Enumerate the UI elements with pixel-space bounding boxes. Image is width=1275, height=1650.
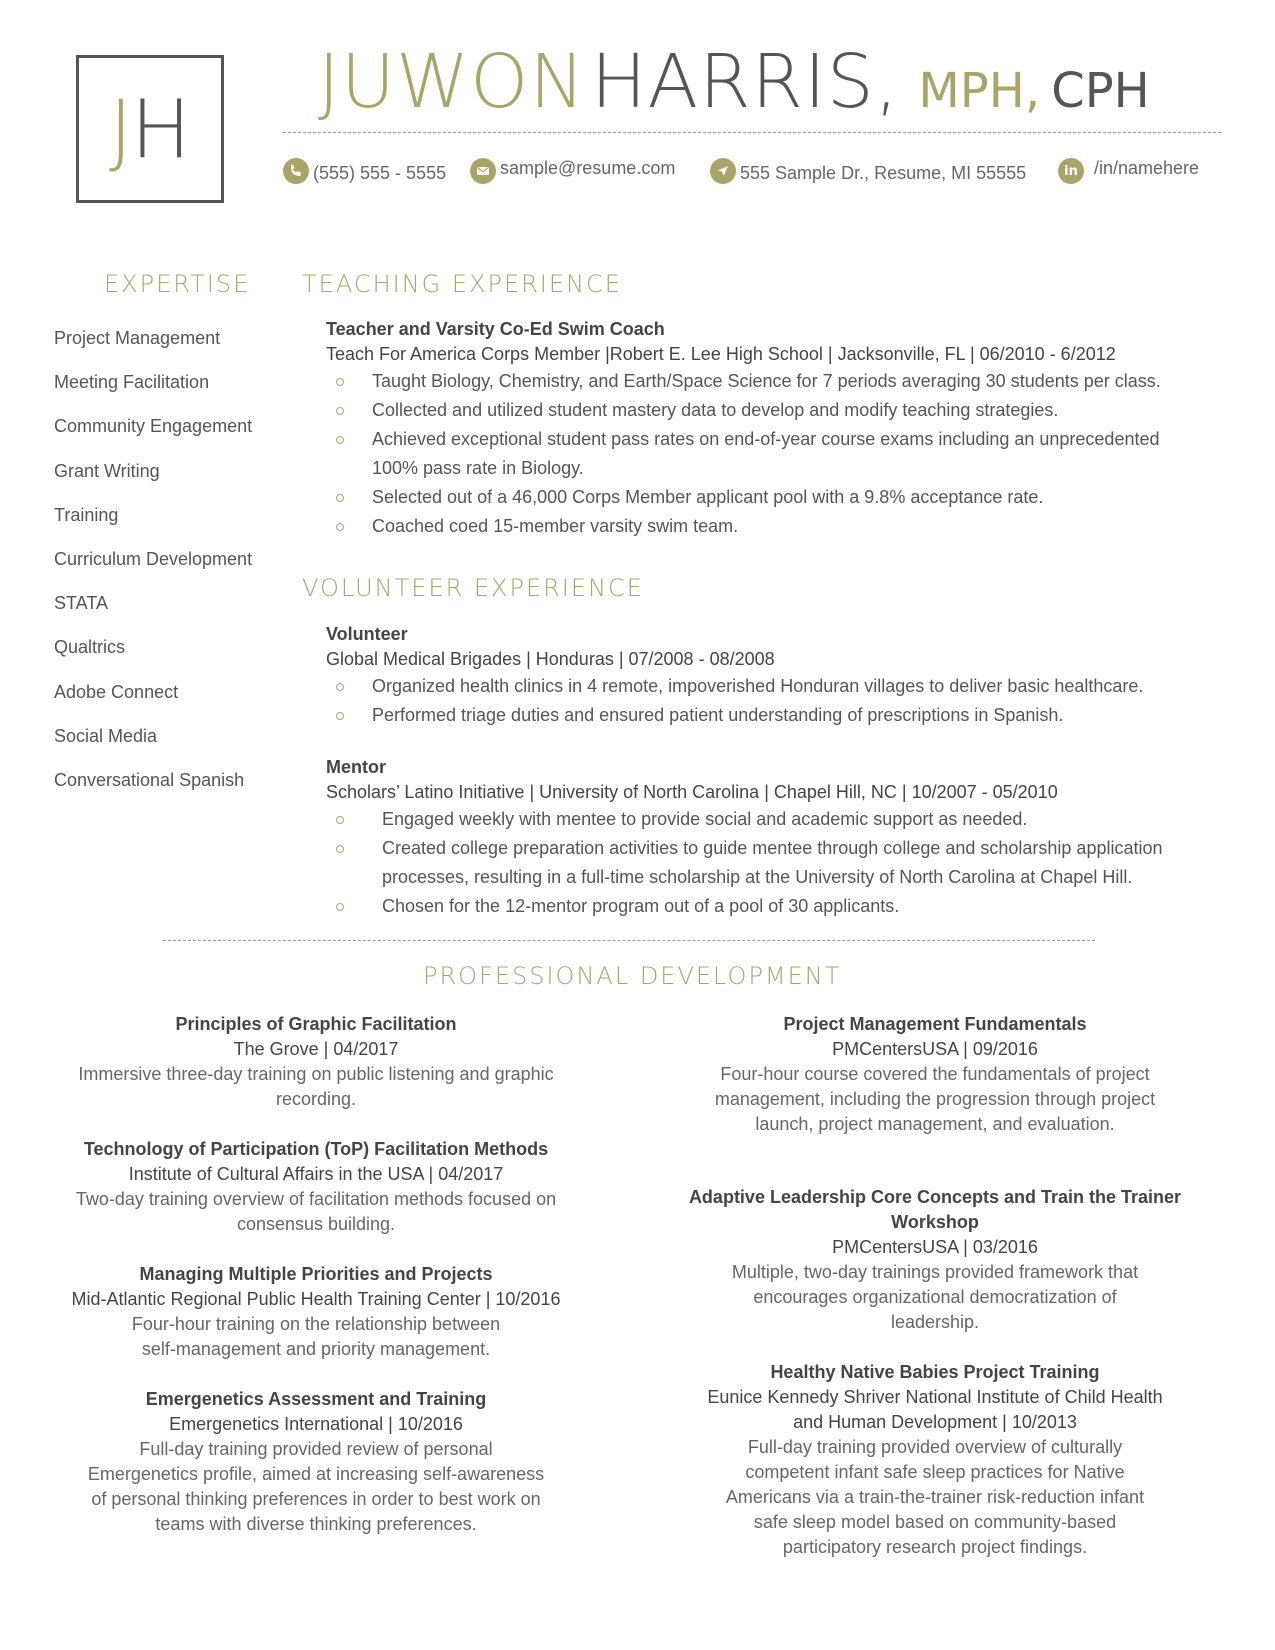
expertise-heading: EXPERTISE: [104, 270, 251, 298]
street-address: 555 Sample Dr., Resume, MI 55555: [740, 162, 1027, 183]
teaching-experience-heading: TEACHING EXPERIENCE: [302, 270, 622, 298]
list-item: Collected and utilized student mastery data to develop and modify teaching strategies.: [326, 396, 1206, 425]
pd-org: The Grove | 04/2017: [233, 1039, 399, 1059]
list-item: STATA: [54, 593, 108, 614]
envelope-icon: [470, 158, 496, 184]
pd-item: [56, 1137, 576, 1237]
list-item: Selected out of a 46,000 Corps Member applicant pool with a 9.8% acceptance rate.: [326, 483, 1206, 512]
professional-development-heading: PROFESSIONAL DEVELOPMENT: [423, 962, 842, 990]
pd-title: Project Management Fundamentals: [783, 1014, 1087, 1034]
pd-title: Managing Multiple Priorities and Projects: [139, 1264, 493, 1284]
pd-desc: Two-day training overview of facilitation methods focused on consensus building.: [75, 1189, 557, 1234]
list-item: Engaged weekly with mentee to provide social and academic support as needed.: [326, 805, 1206, 834]
job-role: Volunteer: [326, 624, 408, 644]
pd-item: [56, 1387, 576, 1537]
pd-title: Emergenetics Assessment and Training: [145, 1389, 487, 1409]
list-item: Social Media: [54, 725, 158, 746]
list-item: Curriculum Development: [54, 548, 253, 569]
list-item: Organized health clinics in 4 remote, impoverished Honduran villages to deliver basic healthcare.: [326, 672, 1206, 701]
contact-bar: [0, 158, 1275, 192]
credential-mph: MPH,: [918, 63, 1041, 119]
pd-item: [670, 1360, 1200, 1560]
contact-email[interactable]: [470, 158, 675, 184]
first-name: JUWON: [318, 39, 586, 125]
job-bullets: [326, 805, 1206, 921]
pd-desc: Full-day training provided overview of culturally competent infant safe sleep practices for Native Americans via a train-the-trainer risk-reduction infant safe sleep model based on community-based participatory research project findings.: [725, 1437, 1145, 1557]
job-org: Teach For America Corps Member |Robert E. Lee High School | Jacksonville, FL | 06/2010 - 6/2012: [326, 344, 1116, 364]
pd-org: PMCentersUSA | 03/2016: [832, 1237, 1038, 1257]
job-role: Mentor: [326, 757, 386, 777]
job-role: Teacher and Varsity Co-Ed Swim Coach: [326, 319, 665, 339]
job-bullets: [326, 672, 1206, 730]
pd-title: Healthy Native Babies Project Training: [770, 1362, 1100, 1382]
email-address[interactable]: sample@resume.com: [500, 157, 676, 178]
job-mentor: [326, 755, 1206, 921]
list-item: Adobe Connect: [54, 681, 179, 702]
monogram-last-initial: H: [130, 82, 191, 176]
list-item: Chosen for the 12-mentor program out of a pool of 30 applicants.: [326, 892, 1206, 921]
list-item: Qualtrics: [54, 637, 126, 658]
list-item: Conversational Spanish: [54, 769, 245, 790]
pd-desc: Four-hour course covered the fundamentals of project management, including the progression through project launch, project management, and evaluation.: [714, 1064, 1156, 1134]
pd-item: [56, 1262, 576, 1362]
contact-address: [710, 158, 1026, 184]
list-item: Created college preparation activities to guide mentee through college and scholarship application processes, resulting in a full-time scholarship at the University of North Carolina at Chapel Hill.: [326, 834, 1206, 892]
expertise-list: [54, 320, 284, 806]
pd-org: Eunice Kennedy Shriver National Institute of Child Health and Human Development | 10/2013: [707, 1387, 1163, 1432]
credential-cph: CPH: [1051, 63, 1150, 119]
pd-org: Institute of Cultural Affairs in the USA | 04/2017: [128, 1164, 504, 1184]
pd-org: Mid-Atlantic Regional Public Health Training Center | 10/2016: [71, 1289, 561, 1309]
list-item: Meeting Facilitation: [54, 372, 210, 393]
pd-item: [56, 1012, 576, 1112]
last-name: HARRIS,: [590, 39, 900, 125]
contact-phone: [283, 158, 446, 184]
list-item: Achieved exceptional student pass rates on end-of-year course exams including an unprecedented 100% pass rate in Biology.: [326, 425, 1206, 483]
page-title: [318, 39, 1150, 125]
pd-title: Principles of Graphic Facilitation: [175, 1014, 457, 1034]
job-org: Global Medical Brigades | Honduras | 07/2008 - 08/2008: [326, 649, 775, 669]
pd-desc: Four-hour training on the relationship between self-management and priority management.: [131, 1314, 501, 1359]
linkedin-handle[interactable]: /in/namehere: [1094, 157, 1200, 178]
job-teacher: [326, 317, 1206, 541]
phone-icon: [283, 158, 309, 184]
volunteer-experience-heading: VOLUNTEER EXPERIENCE: [302, 574, 644, 602]
phone-number: (555) 555 - 5555: [313, 162, 447, 183]
job-volunteer: [326, 622, 1206, 730]
list-item: Coached coed 15-member varsity swim team.: [326, 512, 1206, 541]
contact-linkedin[interactable]: [1058, 158, 1199, 184]
job-bullets: [326, 367, 1206, 541]
list-item: Grant Writing: [54, 460, 160, 481]
pd-desc: Multiple, two-day trainings provided framework that encourages organizational democratization of leadership.: [731, 1262, 1139, 1332]
pd-org: Emergenetics International | 10/2016: [169, 1414, 463, 1434]
pd-desc: Full-day training provided review of personal Emergenetics profile, aimed at increasing self-awareness of personal thinking preferences in order to best work on teams with diverse thinking preferences.: [87, 1439, 545, 1534]
pd-item: [670, 1185, 1200, 1335]
location-arrow-icon: [710, 158, 736, 184]
pd-desc: Immersive three-day training on public listening and graphic recording.: [78, 1064, 554, 1109]
pd-org: PMCentersUSA | 09/2016: [832, 1039, 1038, 1059]
section-divider: [163, 940, 1095, 941]
list-item: Project Management: [54, 328, 221, 348]
pd-title: Adaptive Leadership Core Concepts and Train the Trainer Workshop: [688, 1187, 1182, 1232]
monogram-first-initial: J: [109, 82, 131, 176]
pd-item: [670, 1012, 1200, 1137]
pd-title: Technology of Participation (ToP) Facilitation Methods: [83, 1139, 549, 1159]
list-item: Training: [54, 504, 119, 525]
header-divider: [283, 132, 1221, 133]
job-org: Scholars’ Latino Initiative | University of North Carolina | Chapel Hill, NC | 10/2007 - 05/2010: [326, 782, 1058, 802]
list-item: Performed triage duties and ensured patient understanding of prescriptions in Spanish.: [326, 701, 1206, 730]
linkedin-icon: in: [1058, 158, 1084, 184]
list-item: Taught Biology, Chemistry, and Earth/Space Science for 7 periods averaging 30 students per class.: [326, 367, 1206, 396]
list-item: Community Engagement: [54, 416, 253, 437]
